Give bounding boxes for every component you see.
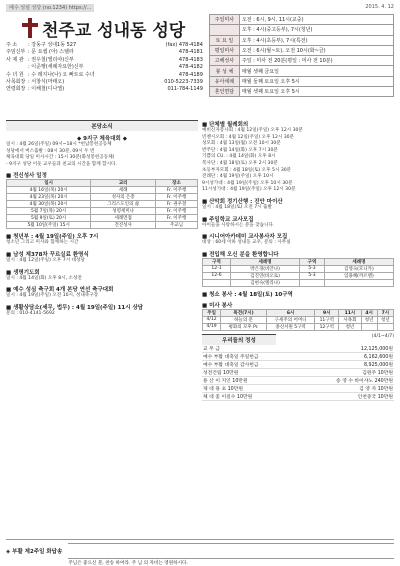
table-row: 예수 부활 대축일 감사헌금 8,925,000원 [202,360,394,368]
section-heading: ■ 청소 봉사 : 4월 18일(토) 10구역 [202,291,293,298]
mass-row: 고해성사 주일 : 미사 전 20분(평일 : 미사 전 10분) [209,56,393,66]
section-heading: ■ 생명기도회 [6,269,40,276]
logo [6,14,203,42]
church-name: 천주교 성내동 성당 [42,20,186,41]
mass-schedule [209,14,394,114]
text-line: 아이들을 사랑하시는 분을 찾습니다. [202,222,275,228]
meeting-line: 11시성가대 : 4월 19일(주일) 오후 12시 30분 [202,187,296,193]
table-row: 4월 30일(목) 20시 그리스도인의 삶 Fr. 권우철 [7,201,198,208]
finance-header [202,334,394,345]
section-heading: ■ 예수 성심 축구회 4개 본당 연선 축구대회 [6,287,114,294]
section-heading: ■ 주일학교 교사모집 [202,216,254,223]
table-row: 4월 23일(목) 20시 성사의 은총 Fr. 이주행 [7,194,198,201]
mass-row: 혼인면담 매월 셋째 토요일 오후 5시 [209,87,393,97]
mass-row: 유아세례 매월 둘째 토요일 오후 5시 [209,76,393,86]
meeting-line: 복사단 : 4월 18일(토) 오후 2시 30분 [202,160,278,166]
issue-date: 2015. 4. 12 [365,4,394,10]
mass-row: 주일미사 오전 : 6시, 9시, 11시(교중) [209,15,393,25]
text-line: 일시 : 4월 26일(주일) 09시~18시 *헌납봉헌공동체 [6,142,112,147]
content-columns [6,117,394,401]
table-row: 예수 부활 대축일 주일헌금 6,162,600원 [202,352,394,360]
info-row: 연령회장 : 이해철(디나엘) 011-784-1149 [6,86,203,93]
finance-table [202,345,394,401]
right-column [202,117,394,401]
text-line: 일시 : 4월 14일(화) 오후 8시, 소성전 [6,275,82,281]
table-row: 교 무 금 12,125,000원 [203,346,393,352]
responsorial-psalm [6,539,394,566]
meeting-line: 전례단 : 4월 19일(주일) 오후 10시 [202,174,274,180]
text-line: 일시 : 4월 12일(주일) 오후 7시 대성당 [6,257,85,263]
psalm-lyrics: 주님은 좋으신 분, 찬송 하여라. 주 님 의 자비는 영원하시다. [68,560,188,566]
finance-period: (4/1~4/7) [371,333,394,339]
meeting-line: 빈첸시오회 : 4월 12일(주일) 오후 12시 30분 [202,134,295,140]
cross-icon [22,18,38,38]
top-bar [6,4,394,12]
mass-row: 오후 : 4시(중고등부), 7시(청년) [209,25,393,35]
table-row: 용 산 이 지인 10만원 송 영 수 바이샤노 240만원 [202,376,394,384]
psalm-title: ◈ 부활 제2주일 화답송 [6,548,63,555]
table-row: 제 대 용 초 10만원 김 영 자 10만원 [202,384,394,392]
text-line: 일시 : 4월 19일(주일) 오전 10시, 성내축구장 [6,293,99,299]
meeting-line: 반주단 : 4월 14일(화) 오후 7시 30분 [202,147,278,153]
info-row: 사목회장 : 서창식(마태오) 010-5223-7339 [6,79,203,86]
table-row: 김현숙(엘리나) [203,279,394,286]
text-line: 청소년 그리고 미사와 함께하는 시간 [6,240,79,246]
mass-row: 평일미사 오전 : 6시(월~토), 오전 10시(화~금) [209,45,393,55]
table-row: 4/19 평화의 모후 Pr. 종신서원 5구역 12구역 청년 [203,323,394,330]
table-row: 4/12 하늘의 문 구세주의 어머니 11구역 사목회 청년 청년 [203,316,394,323]
info-row: : 이준행(세례자요한)신부 478-4182 [28,64,203,71]
table-row: 성전건립 10만원 김원주 10만원 [202,368,394,376]
section-heading: ■ 청년부 : 4월 19일(주일) 오후 7시 [6,234,99,241]
text-line: 성당에서 버스출발 : 08시 30분, 09시 두 번 [6,148,95,154]
text-line: 일시 : 4월 18일(토) 오전 7시 출발 [202,204,272,210]
table-row: 4월 16일(목) 20시 세례 Fr. 이주행 [7,187,198,194]
confirmation-table: 일시 교리 장소 4월 16일(목) 20시 세례 Fr. 이주행 4월 23일(목) 20시 성사의 은총 Fr. 이주행 4월 30일(목) 20시 그리스도인의 삶 Fr. 권우철 5월 7일(목) 20시 성령세미나 Fr. 이주행 5월 9일(토) 20시 세례면접 Fr. 이주행 5월 10일(주일) 15시 견진성사 주교님 [6,179,198,229]
mass-row: 토 요 일 오후 : 4시(초등부), 7시(특전) [209,35,393,45]
event-title: ◆ 9지구 체육대회 ◆ [77,136,127,142]
section-heading: ■ 전입해 오신 분을 환영합니다 [202,251,279,258]
section-heading: ■ 산악회 정기산행 : 진안 마이산 [202,198,283,205]
section-title: 본당소식 [6,120,198,131]
meeting-line: 기쁨의 CU. : 4월 14일(화) 오후 8시 [202,154,276,160]
info-row: 수 녀 원 : 수 레지나(나) 오 빠트로 수녀 478-4189 [6,71,203,78]
section-heading: ■ 남성 제378차 꾸르실료 환영식 [6,251,89,258]
music-staff [68,543,394,566]
header-left [6,14,203,114]
table-row: 12-6 김진연(바오로) 5-3 임용해(까르멘) [203,272,394,279]
info-row: 주 소 : 강동구 성내1동 527 (fax) 478-4184 [6,42,203,48]
mass-row: 봉 성 체 매월 셋째 금요일 [209,66,393,76]
info-row: 주임신부 : 문 요셉 (아) 스텔라 478-4181 [6,49,203,56]
left-column [6,117,198,401]
finance-title: 우리들의 정성 [202,334,276,345]
header [6,14,394,114]
text-line: 체육대회 당일 미사시간 : 15시 30분(화성봉헌공동체) [6,155,115,161]
mass-table [209,14,394,97]
text-line: 문의 : 010-4141-5692 [6,310,55,316]
section-heading: ■ 생활상담소(세무, 법무) : 4월 19일(주일) 11시 상담 [6,304,144,311]
meeting-line: 9시성가대 : 4월 19일(주일) 오후 10시 30분 [202,180,293,186]
section-heading: ■ 단체별 월례회의 [202,122,249,128]
newcomer-table: 구역 세례명 구역 세례명 12-1 박은경(비안나) 5-3 김영숙(모니카) 12-6 김진연(바오로) 5-3 임용해(까르멘) 김현숙(엘리나) [202,258,394,287]
meeting-line: 성모회 : 4월 13일(월) 오전 10시 30분 [202,141,281,147]
table-row: 5월 10일(주일) 15시 견진성사 주교님 [7,222,198,229]
table-row: 5월 7일(목) 20시 성령세미나 Fr. 이주행 [7,208,198,215]
section-heading: ■ 미사 봉사 [202,302,233,309]
table-row: 12-1 박은경(비안나) 5-3 김영숙(모니카) [203,265,394,272]
info-row: 사 제 관 : 권우철(엘리야)신부 478-4183 [6,56,203,63]
meeting-line: 초등부자모회 : 4월 18일(토) 오후 5시 30분 [202,167,292,173]
section-heading: ■ 전신성사 일정 [6,173,47,180]
table-row: 5월 9일(토) 20시 세례면접 Fr. 이주행 [7,215,198,222]
section-heading: ■ 시니어아카데미 교사봉사자 모집 [202,234,288,241]
text-line: - 9지구 성당 이웃 교우들과 친교의 시간을 함께 합시다. [6,161,117,167]
mass-service-table: 주일 특전(7시) 6시 9시 11시 4시 7시 4/12 하늘의 문 구세주의 어머니 11구역 사목회 청년 청년 4/19 평화의 모후 Pr. 종신서원 5구역 12구역 청년 [202,309,394,331]
text-line: 대상 : 60세 이하 성내동 교우, 문의 : 사무실 [202,240,291,246]
meeting-line: 예비신자봉사회 : 4월 12일(주일) 오후 12시 30분 [202,128,303,133]
contact-info [6,42,203,94]
table-row: 체 대 꽃 이길수 10만원 인천중국 10만원 [202,392,394,400]
top-left: 예수 성심 성당 (no.1234) https://... [6,4,94,12]
